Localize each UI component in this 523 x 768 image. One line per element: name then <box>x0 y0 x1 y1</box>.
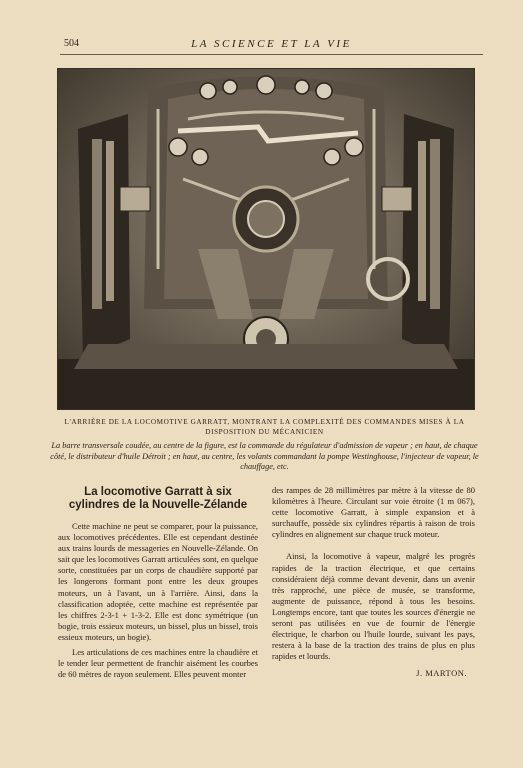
author-signature: J. MARTON. <box>416 668 467 679</box>
article-paragraph: Ainsi, la locomotive à vapeur, malgré les progrès rapides de la traction électrique, et que certains considéraient déjà comme devant devenir, dans un avenir très rapproché, une pièce de musée, se transforme, augmente de puissance, répond à tous les besoins. Longtemps encore, tant que toutes les sources d'énergie ne seront pas utilisées en vue de fournir de l'énergie électrique, le charbon ou l'huile lourde, suivant les pays, restera à la base de la traction des trains de plus en plus rapides et lourds. <box>272 551 475 662</box>
cab-controls-illustration <box>58 69 474 409</box>
article-paragraph: des rampes de 28 millimètres par mètre à la vitesse de 80 kilomètres à l'heure. Circulant sur voie étroite (1 m 067), cette locomotive Garratt, à simple expansion et à surchauffe, possède six cylindres répartis à raison de trois cylindres en alignement sur chaque truck moteur. <box>272 485 475 540</box>
page-number: 504 <box>64 38 79 49</box>
figure-caption-heading: L'ARRIÈRE DE LA LOCOMOTIVE GARRATT, MONTRANT LA COMPLEXITÉ DES COMMANDES MISES À LA DISPOSITION DU MÉCANICIEN <box>64 418 465 436</box>
locomotive-cab-photo <box>57 68 475 410</box>
article-paragraph: Les articulations de ces machines entre la chaudière et le tender leur permettent de franchir aisément les courbes de 60 mètres de rayon seulement. Elles peuvent monter <box>58 647 258 680</box>
article-paragraph: Cette machine ne peut se comparer, pour la puissance, aux locomotives précédentes. Elle est cependant destinée aux trains lourds de messageries en Nouvelle-Zélande. On sait que les locomotives Garratt articulées sont, en quelque sorte, constituées par un corps de chaudière supporté par les longerons formant pont entre les deux groupes moteurs, un à l'avant, un à l'arrière. Ainsi, dans la classification adoptée, cette machine est représentée par les chiffres 2-3-1 + 1-3-2. Elle est donc symétrique (un bogie, trois essieux moteurs, un bissel, plus un bissel, trois essieux moteurs, un bogie). <box>58 521 258 642</box>
article-column-left <box>58 486 258 680</box>
running-title: LA SCIENCE ET LA VIE <box>191 38 352 50</box>
article-title: La locomotive Garratt à six cylindres de la Nouvelle-Zélande <box>68 486 248 511</box>
page-header <box>60 38 483 55</box>
article-column-right <box>272 485 475 680</box>
figure-caption-body: La barre transversale coudée, au centre de la figure, est la commande du régulateur d'admission de vapeur ; en haut, de chaque côté, le distributeur d'huile Détroit ; en haut, au centre, les volants commandant la pompe Westinghouse, l'injecteur de vapeur, le chauffage, etc. <box>50 441 479 471</box>
